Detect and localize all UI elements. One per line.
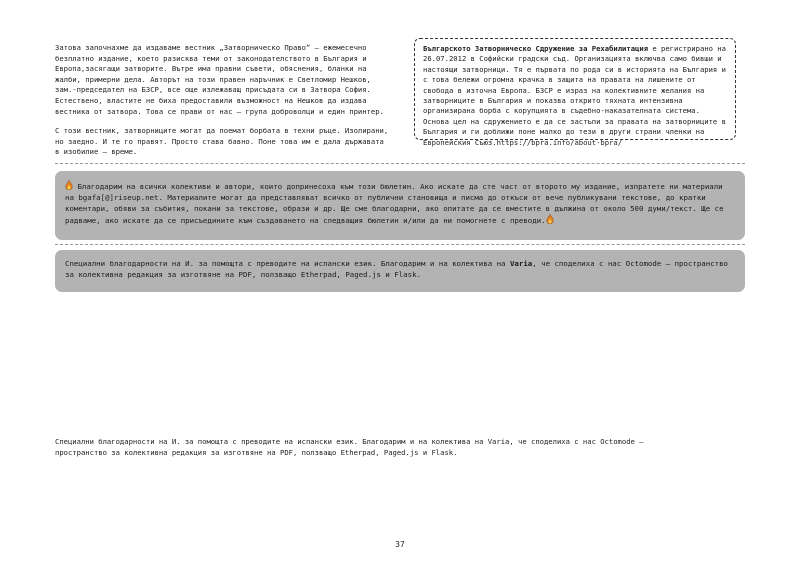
organization-name: Българското Затворническо Сдружение за Рехабилитация: [423, 44, 649, 53]
varia-name: Varia: [509, 259, 533, 268]
divider-middle: [55, 244, 745, 245]
thanks-text-start: Специални благодарности на И. за помощта с преводите на испански език. Благодарим и на колектива на: [65, 259, 510, 268]
flame-icon: [65, 180, 73, 190]
organization-description: е регистрирано на 26.07.2012 в Софийски градски съд. Организацията включва само бивши и настоящи затворници. Тя е първата по рода си в историята на България и с това бележи огромна крачка в защита на правата на лишените от свобода в източна Европа. БЗСР е израз на колективните желания на затворниците в България и показва открито тяхната интензивна организирана борба с корупцията в съдебно-наказателната система. Основа цел на сдружението е да се застъпи за правата на затворниците в България и ги доближи поне малко до тези в други страни членки на Европейския Съюз.https://bpra.info/about-bpra/: [423, 44, 726, 147]
left-paragraph-1: Затова започнахме да издаваме вестник „Затворническо Право“ – ежемесечно безплатно издание, което разисква теми от законодателството в България и Европа,засягащи затворите. Вътре има правни съвети, обяснения, бланки на жалби, примерни дела. Авторът на този правен наръчник е Светломир Нешков, зам.-председател на БЗСР, все още излежаващ присъдата си в Затвора София. Естествено, властите не биха предоставили възможност на Нешков да издава вестника от затвора. Това се прави от нас – група доброволци и един принтер.: [55, 43, 384, 116]
thanks-text-end: , че споделиха с нас Octomode – пространство за колективна редакция за изготвяне на PDF, ползващо Etherpad, Paged.js и Flask.: [65, 259, 728, 279]
page-number: 37: [395, 540, 405, 549]
left-paragraph-2: С този вестник, затворниците могат да поемат борбата в техни ръце. Изолирани, но заедно. И те го правят. Просто става бавно. Поне това им е дала държавата в изобилие – време.: [55, 126, 389, 157]
flame-icon: [546, 214, 554, 224]
bottom-thanks-note: Специални благодарности на И. за помощта с преводите на испански език. Благодарим и на колектива на Varia, че споделиха с нас Octomode – пространство за колективна редакция за изготвяне на PDF, ползващо Etherpad, Paged.js и Flask.: [55, 437, 644, 457]
divider-top: [55, 163, 745, 164]
left-column: [55, 43, 390, 167]
contribution-notice: [55, 171, 745, 240]
organization-info-box: [414, 38, 736, 147]
thanks-notice: [55, 250, 745, 292]
contribution-notice-text: Благодарим на всички колективи и автори, които допринесоха към този бюлетин. Ако искате да сте част от второто му издание, изпратете ни материали на bgafa[@]riseup.net. Материалите могат да представляват всичко от публични становища и писма до откъси от вече публикувани текстове, до кратки коментари, обяви за събития, покани за текстове, образи и др. Ще сме благодарни, ако опитате да се вместите в дължина от около 500 думи/текст. Ще се радваме, ако искате да се присъедините към създаването на следващия бюлетин и/или да ни помогнете с преводи.: [65, 182, 724, 226]
